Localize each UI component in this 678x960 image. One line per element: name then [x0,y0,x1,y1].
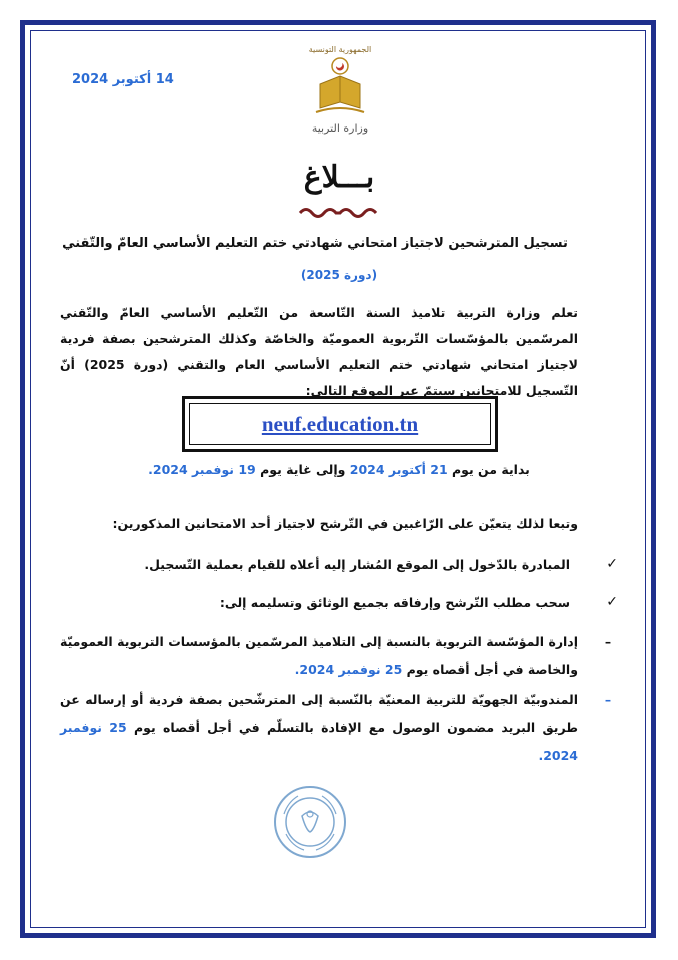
dash-bullet-icon: – [604,634,612,649]
document-date: 14 أكتوبر 2024 [72,72,174,87]
dash-item-2 [60,686,618,770]
check-item-text: سحب مطلب التّرشح وإرفاقه بجميع الوثائق وتسليمه إلى: [219,594,570,610]
dash-bullet-icon: – [604,692,612,707]
check-item-2 [60,594,618,610]
period-start-date: 21 أكتوبر 2024 [349,462,448,477]
session-year: (دورة 2025) [300,268,378,282]
emblem-bottom-text: وزارة التربية [311,122,369,135]
announcement-body: تعلم وزارة التربية تلاميذ السنة التّاسعة من التّعليم الأساسي العامّ والتّقني المرسّمين بالمؤسّسات التّربوية العموميّة والخاصّة وكذلك المترشحين بصفة فردية لاجتياز امتحاني شهادتي ختم التعليم الأساسي العام والتقني (دورة 2025) أنّ التّسجيل للامتحانين سيتمّ عبر الموقع التالي: [60,305,578,398]
period-end-date: 19 نوفمبر 2024. [148,462,256,477]
dash-item-date: 25 نوفمبر 2024. [60,720,578,763]
dash-item-date: 25 نوفمبر 2024. [294,662,403,677]
dash-item-text: إدارة المؤسّسة التربوية بالنسبة إلى التلاميذ المرسّمين بالمؤسسات التربوية العموميّة والخاصة في أجل أقصاه يوم [60,634,578,677]
checkmark-icon: ✓ [606,556,618,572]
url-box-inner [189,403,491,445]
ministry-emblem-icon [290,42,390,142]
official-stamp-icon [272,784,348,860]
period-middle: وإلى غاية يوم [260,462,346,477]
announcement-subject: تسجيل المترشحين لاجتياز امتحاني شهادتي ختم التعليم الأساسي العامّ والتّقني [62,236,568,251]
registration-period [60,462,618,477]
page-title: بـــلاغ [303,160,375,195]
dash-item-text: المندوبيّة الجهويّة للتربية المعنيّة بالنّسبة إلى المترشّحين بصفة فردية أو إرساله عن طريق البريد مضمون الوصول مع الإفادة بالتسلّم في أجل أقصاه يوم [60,692,578,735]
check-item-1 [60,556,618,572]
check-item-text: المبادرة بالدّخول إلى الموقع المُشار إليه أعلاه للقيام بعملية التّسجيل. [144,556,570,572]
emblem-top-text: الجمهورية التونسية [308,45,372,54]
url-box [182,396,498,452]
period-prefix: بداية من يوم [452,462,530,477]
registration-link[interactable]: neuf.education.tn [261,411,419,436]
instructions-intro: وتبعا لذلك يتعيّن على الرّاغبين في التّرشح لاجتياز أحد الامتحانين المذكورين: [112,516,578,531]
dash-item-1 [60,628,618,684]
title-ornament-icon [298,206,378,220]
checkmark-icon: ✓ [606,594,618,610]
